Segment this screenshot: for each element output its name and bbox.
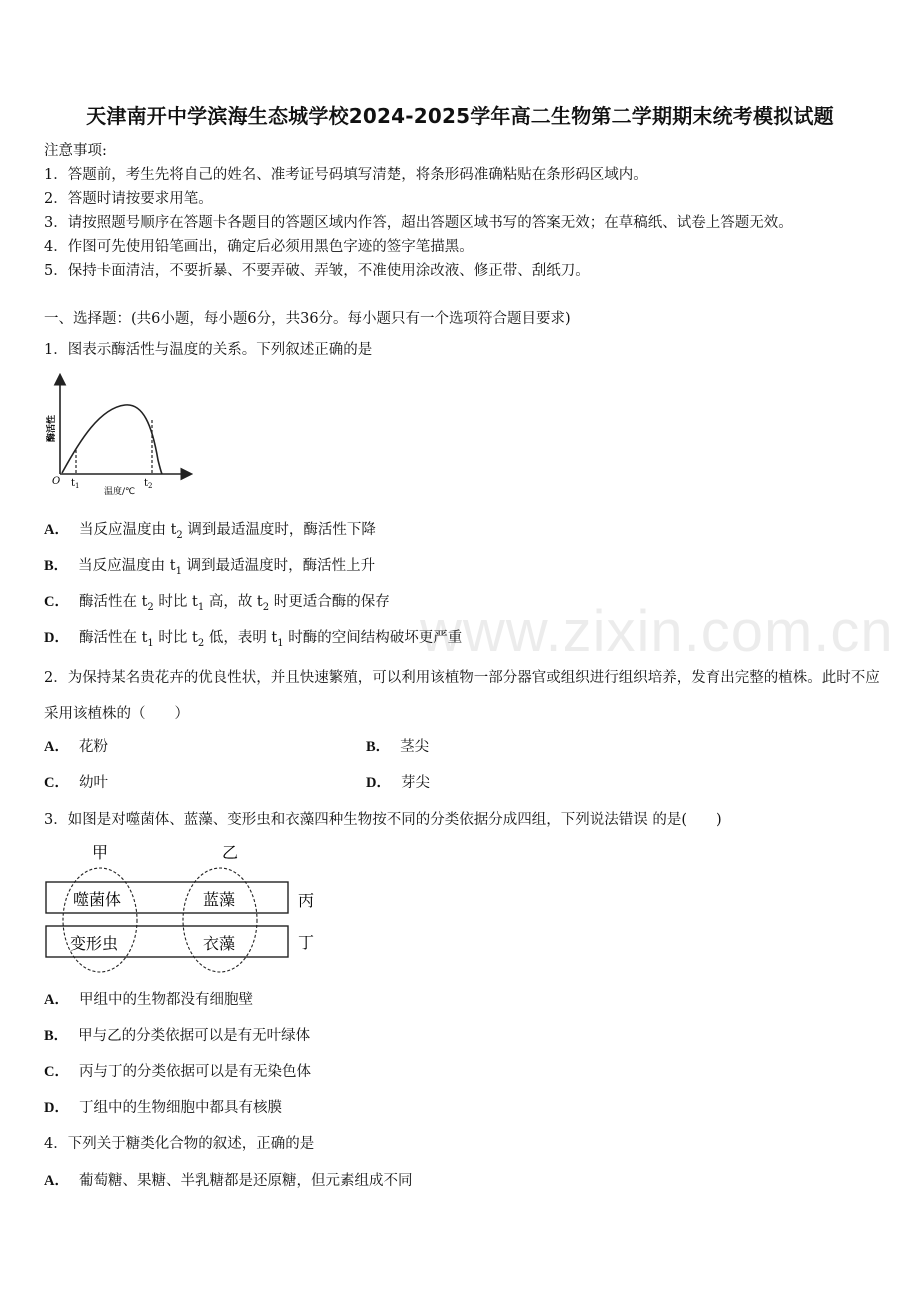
q3-option-d: D． 丁组中的生物细胞中都具有核膜 — [44, 1100, 282, 1116]
q3-option-b: B． 甲与乙的分类依据可以是有无叶绿体 — [44, 1028, 311, 1044]
question-1-stem: 1．图表示酶活性与温度的关系。下列叙述正确的是 — [44, 342, 373, 358]
option-text: 时比 t — [153, 630, 198, 646]
question-2-stem: 2．为保持某名贵花卉的优良性状，并且快速繁殖，可以利用该植物一部分器官或组织进行组织培养，发育出完整的植株。此时不应采用该植株的（ ） — [44, 670, 880, 722]
subscript: 1 — [277, 637, 284, 649]
option-letter: C． — [44, 594, 69, 610]
q1-option-c — [44, 590, 390, 613]
cell-cyanobacteria: 蓝藻 — [203, 890, 236, 909]
subscript: 2 — [176, 529, 183, 541]
q1-option-d — [44, 626, 462, 649]
subscript: 1 — [175, 565, 182, 577]
label-bing: 丙 — [298, 891, 315, 910]
q3-option-a: A． 甲组中的生物都没有细胞壁 — [44, 992, 253, 1008]
t2-sub: 2 — [148, 482, 153, 490]
section-heading: 一、选择题：(共6小题，每小题6分，共36分。每小题只有一个选项符合题目要求) — [44, 311, 571, 327]
q3-option-c: C． 丙与丁的分类依据可以是有无染色体 — [44, 1064, 311, 1080]
graph-origin: O — [52, 476, 61, 487]
option-text: 时更适合酶的保存 — [269, 594, 390, 610]
q1-option-b — [44, 554, 375, 577]
t2-label: t — [144, 478, 149, 489]
option-text: 时比 t — [153, 594, 198, 610]
cell-amoeba: 变形虫 — [70, 934, 119, 953]
notice-item: 3．请按照题号顺序在答题卡各题目的答题区域内作答，超出答题区域书写的答案无效；在草稿纸、试卷上答题无效。 — [44, 215, 793, 231]
option-text: 调到最适温度时，酶活性上升 — [181, 558, 376, 574]
graph-xlabel: 温度/℃ — [104, 487, 136, 497]
option-text: 酶活性在 t — [78, 594, 148, 610]
subscript: 1 — [147, 637, 154, 649]
svg-text:t2 — [144, 478, 153, 490]
svg-text:t1 — [71, 478, 80, 490]
q2-option-a: A． 花粉 — [44, 739, 108, 755]
subscript: 2 — [262, 601, 270, 613]
question-4-stem: 4．下列关于糖类化合物的叙述，正确的是 — [44, 1136, 315, 1152]
q4-option-a: A． 葡萄糖、果糖、半乳糖都是还原糖，但元素组成不同 — [44, 1173, 413, 1189]
option-text: 时酶的空间结构破坏更严重 — [283, 630, 463, 646]
option-text: 低，表明 t — [204, 630, 278, 646]
option-letter: B． — [44, 558, 69, 574]
q1-option-a — [44, 518, 376, 541]
q2-option-d: D． 芽尖 — [366, 775, 430, 791]
option-text: 酶活性在 t — [78, 630, 148, 646]
option-text: 调到最适温度时，酶活性下降 — [182, 522, 376, 538]
notice-item: 1．答题前，考生先将自己的姓名、准考证号码填写清楚，将条形码准确粘贴在条形码区域内。 — [44, 167, 648, 183]
notice-item: 2．答题时请按要求用笔。 — [44, 191, 213, 207]
subscript: 2 — [147, 601, 154, 613]
classification-diagram — [40, 838, 340, 978]
option-text: 当反应温度由 t — [78, 522, 177, 538]
question-3-stem: 3．如图是对噬菌体、蓝藻、变形虫和衣藻四种生物按不同的分类依据分成四组，下列说法错误 的是( ) — [44, 812, 722, 828]
subscript: 1 — [197, 601, 205, 613]
option-letter: A． — [44, 522, 69, 538]
graph-ylabel: 酶活性 — [47, 414, 57, 442]
t1-sub: 1 — [75, 482, 80, 490]
option-letter: D． — [44, 630, 69, 646]
option-text: 当反应温度由 t — [78, 558, 176, 574]
t1-label: t — [71, 478, 76, 489]
watermark: www.zixin.com.cn — [420, 599, 894, 664]
label-yi: 乙 — [222, 843, 239, 862]
cell-chlamydomonas: 衣藻 — [203, 934, 236, 953]
notice-item: 4．作图可先使用铅笔画出，确定后必须用黑色字迹的签字笔描黑。 — [44, 239, 474, 255]
subscript: 2 — [197, 637, 205, 649]
enzyme-activity-graph — [40, 370, 210, 500]
cell-phage: 噬菌体 — [73, 890, 122, 909]
label-jia: 甲 — [92, 843, 109, 862]
label-ding: 丁 — [298, 933, 315, 952]
activity-curve — [62, 405, 162, 474]
notice-item: 5．保持卡面清洁，不要折暴、不要弄破、弄皱，不准使用涂改液、修正带、刮纸刀。 — [44, 263, 590, 279]
option-text: 高，故 t — [204, 594, 263, 610]
q2-option-b: B． 茎尖 — [366, 739, 430, 755]
notice-heading: 注意事项: — [44, 143, 107, 159]
page-title: 天津南开中学滨海生态城学校2024-2025学年高二生物第二学期期末统考模拟试题 — [86, 104, 834, 128]
q2-option-c: C． 幼叶 — [44, 775, 108, 791]
